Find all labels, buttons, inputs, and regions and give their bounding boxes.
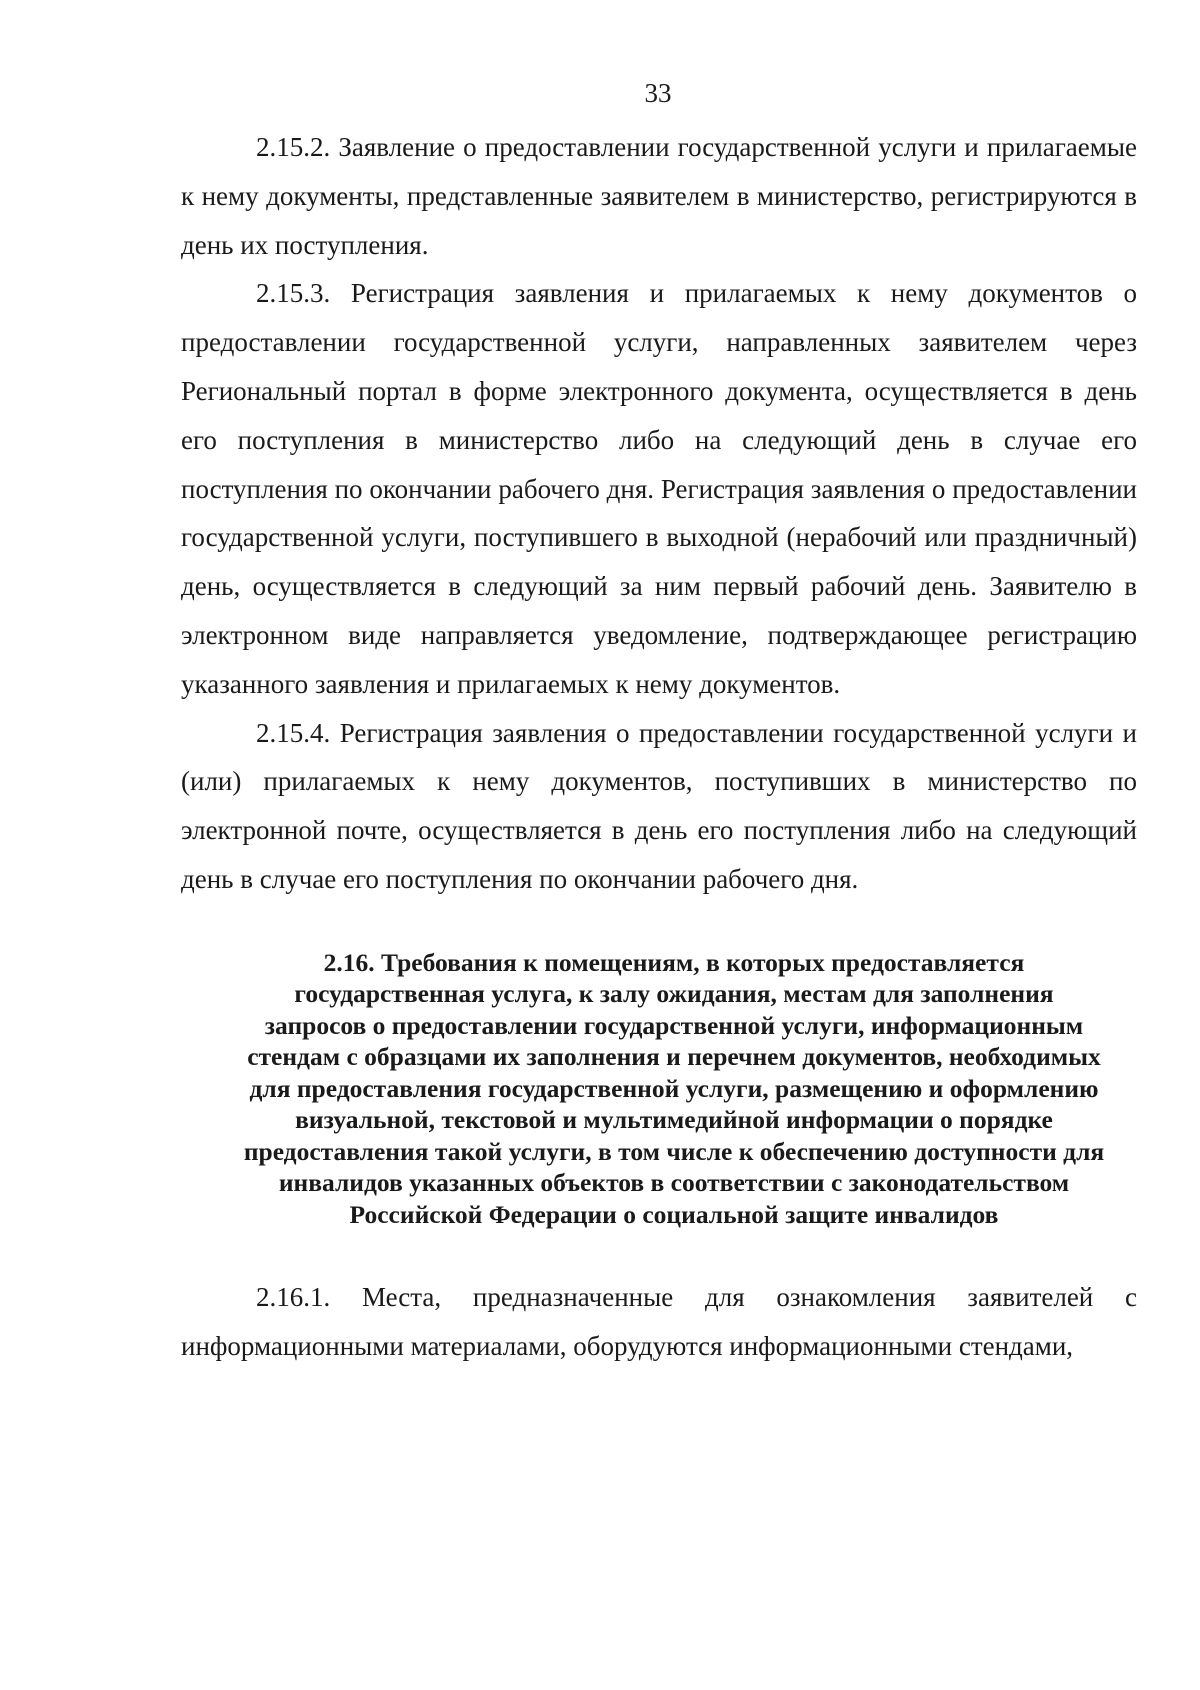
paragraph-2-15-4: 2.15.4. Регистрация заявления о предоставлении государственной услуги и (или) прилагаемых к нему документов, поступивших в министерство по электронной почте, осуществляется в день его поступления либо на следующий день в случае его поступления по окончании рабочего дня. [181, 717, 1137, 894]
section-heading-2-16: 2.16. Требования к помещениям, в которых предоставляется государственная услуга, к залу ожидания, местам для заполнения запросов о предоставлении государственной услуги, информационным стендам с образцами их заполнения и перечнем документов, необходимых для предоставления государственной услуги, размещению и оформлению визуальной, текстовой и мультимедийной информации о порядке предоставления такой услуги, в том числе к обеспечению доступности для инвалидов указанных объектов в соответствии с законодательством Российской Федерации о социальной защите инвалидов [243, 947, 1105, 1229]
paragraph-2-16-1: 2.16.1. Места, предназначенные для ознакомления заявителей с информационными материалами, оборудуются информационными стендами, [181, 1282, 1137, 1362]
paragraph-2-15-2: 2.15.2. Заявление о предоставлении государственной услуги и прилагаемые к нему документы, представленные заявителем в министерство, регистрируются в день их поступления. [181, 132, 1137, 260]
page-number: 33 [644, 78, 672, 108]
paragraph-2-15-3: 2.15.3. Регистрация заявления и прилагаемых к нему документов о предоставлении государственной услуги, направленных заявителем через Региональный портал в форме электронного документа, осуществляется в день его поступления в министерство либо на следующий день в случае его поступления по окончании рабочего дня. Регистрация заявления о предоставлении государственной услуги, поступившего в выходной (нерабочий или праздничный) день, осуществляется в следующий за ним первый рабочий день. Заявителю в электронном виде направляется уведомление, подтверждающее регистрацию указанного заявления и прилагаемых к нему документов. [181, 278, 1137, 699]
document-body [181, 123, 1137, 1371]
